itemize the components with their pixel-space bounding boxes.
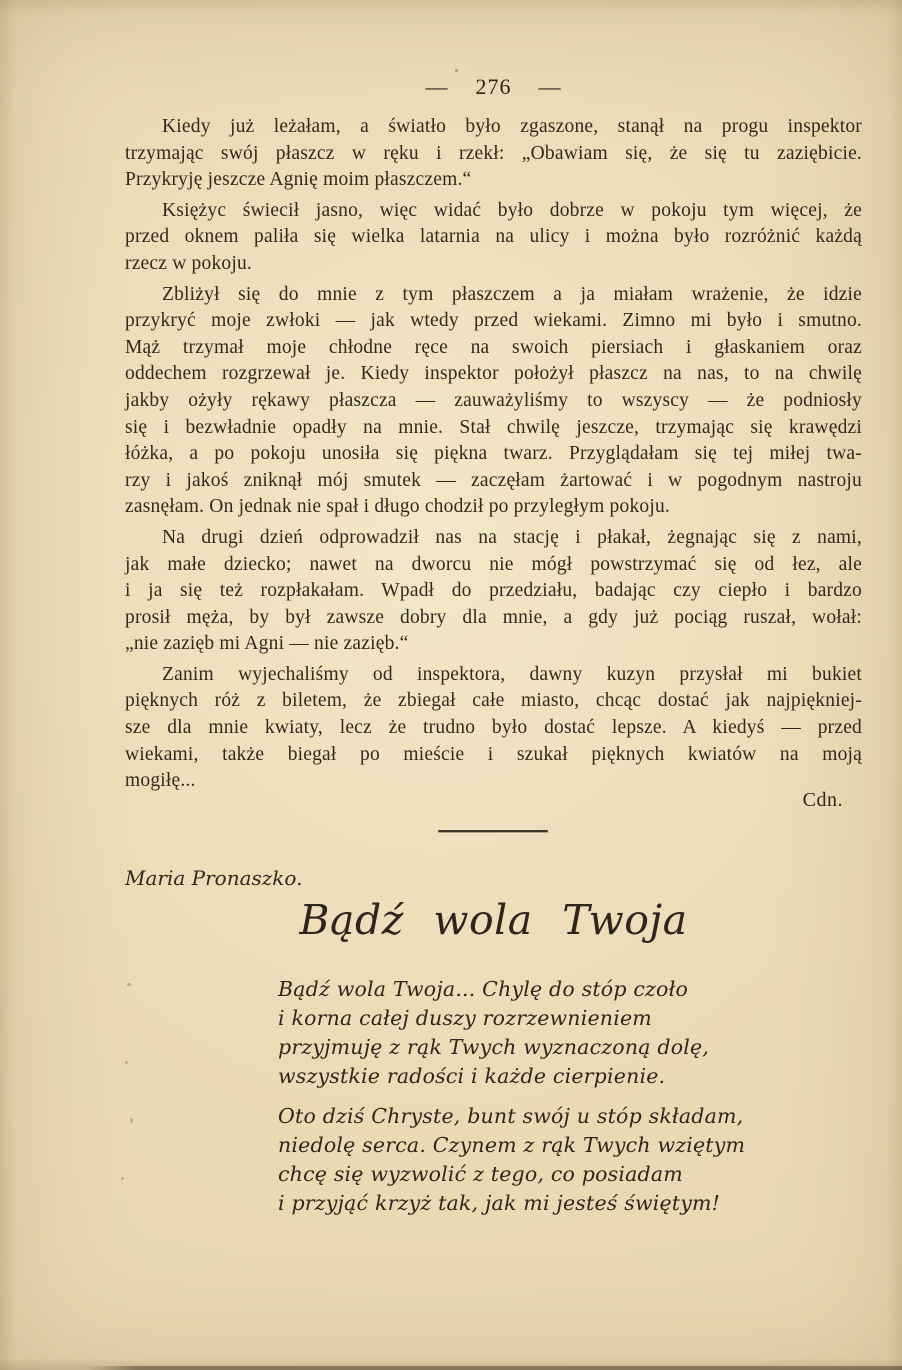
- body-paragraph-3: [125, 282, 862, 521]
- text-line: jakby ożyły rękawy płaszcza — zauważyliśmy to wszyscy — że podniosły: [125, 389, 862, 411]
- continuation-note: Cdn.: [802, 789, 843, 811]
- text-line: rzecz w pokoju.: [125, 252, 252, 274]
- text-line: oddechem rozgrzewał je. Kiedy inspektor położył płaszcz na nas, to na chwilę: [125, 363, 862, 385]
- poem-title: Bądź wola Twoja: [299, 896, 688, 944]
- text-line: prosił męża, by był zawsze dobry dla mnie, a gdy już pociąg ruszał, wołał:: [125, 606, 862, 628]
- text-line: i ja się też rozpłakałam. Wpadł do przedziału, badając czy ciepło i bardzo: [125, 580, 862, 602]
- header-right-dash: —: [538, 74, 562, 99]
- poem-stanza-1: [278, 975, 745, 1091]
- page-number-header: [125, 74, 862, 100]
- text-line: pięknych róż z biletem, że zbiegał całe miasto, chcąc dostać jak najpiękniej-: [125, 690, 862, 712]
- text-line: wszystkie radości i każde cierpienie.: [278, 1064, 666, 1088]
- text-line: wiekami, także biegał po mieście i szukał pięknych kwiatów na moją: [125, 743, 862, 765]
- text-line: i korna całej duszy rozrzewnieniem: [278, 1006, 652, 1030]
- text-line: trzymając swój płaszcz w ręku i rzekł: „Obawiam się, że się tu zaziębicie.: [125, 142, 862, 164]
- text-line: Zbliżył się do mnie z tym płaszczem a ja miałam wrażenie, że idzie: [162, 283, 862, 305]
- text-line: Kiedy już leżałam, a światło było zgaszone, stanął na progu inspektor: [162, 116, 862, 137]
- body-paragraph-4: [125, 525, 862, 658]
- text-line: łóżka, a po pokoju unosiła się piękna twarz. Przyglądałam się tej miłej twa-: [125, 443, 862, 465]
- text-line: się i bezwładnie opadły na mnie. Stał chwilę jeszcze, trzymając się krawędzi: [125, 416, 862, 438]
- text-line: Oto dziś Chryste, bunt swój u stóp składam,: [278, 1104, 744, 1128]
- text-line: Bądź wola Twoja... Chylę do stóp czoło: [278, 977, 688, 1001]
- text-line: niedolę serca. Czynem z rąk Twych wziętym: [278, 1133, 746, 1157]
- prose-text-block: [125, 114, 862, 799]
- scan-speck: [121, 1177, 124, 1180]
- body-paragraph-1: [125, 114, 862, 194]
- text-line: przykryć moje zwłoki — jak wtedy przed wiekami. Zimno mi było i smutno.: [125, 310, 862, 332]
- text-line: sze dla mnie kwiaty, lecz że trudno było dostać lepsze. A kiedyś — przed: [125, 717, 862, 739]
- page-number: 276: [475, 74, 512, 99]
- section-divider: [438, 830, 548, 832]
- scan-speck: [455, 69, 458, 72]
- text-line: przyjmuję z rąk Twych wyznaczoną dolę,: [278, 1035, 710, 1059]
- scan-speck: [130, 1118, 133, 1123]
- text-line: i przyjąć krzyż tak, jak mi jesteś świętym!: [278, 1191, 721, 1215]
- body-paragraph-5: [125, 662, 862, 795]
- poem-stanza-2: [278, 1102, 745, 1218]
- text-line: zasnęłam. On jednak nie spał i długo chodził po przyległym pokoju.: [125, 496, 670, 518]
- text-line: rzy i jakoś zniknął mój smutek — zaczęłam żartować i w pogodnym nastroju: [125, 469, 862, 491]
- scan-bottom-edge-shadow: [86, 1366, 902, 1370]
- text-line: Zanim wyjechaliśmy od inspektora, dawny kuzyn przysłał mi bukiet: [162, 663, 862, 685]
- text-line: chcę się wyzwolić z tego, co posiadam: [278, 1162, 683, 1186]
- body-paragraph-2: [125, 198, 862, 278]
- text-line: Przykryję jeszcze Agnię moim płaszczem.“: [125, 169, 472, 191]
- scan-speck: [125, 1061, 128, 1064]
- text-line: „nie zazięb mi Agni — nie zazięb.“: [125, 633, 409, 655]
- author-name: Maria Pronaszko.: [125, 866, 303, 890]
- poem-text: [278, 975, 745, 1218]
- text-line: jak małe dziecko; nawet na dworcu nie mógł powstrzymać się od łez, ale: [125, 553, 862, 575]
- text-line: przed oknem paliła się wielka latarnia na ulicy i można było rozróżnić każdą: [125, 226, 862, 248]
- text-line: mogiłę...: [125, 770, 196, 792]
- text-line: Księżyc świecił jasno, więc widać było dobrze w pokoju tym więcej, że: [162, 199, 862, 221]
- text-line: Mąż trzymał moje chłodne ręce na swoich piersiach i głaskaniem oraz: [125, 336, 862, 358]
- header-left-dash: —: [425, 74, 449, 99]
- text-line: Na drugi dzień odprowadził nas na stację i płakał, żegnając się z nami,: [162, 526, 862, 548]
- scan-speck: [127, 983, 131, 986]
